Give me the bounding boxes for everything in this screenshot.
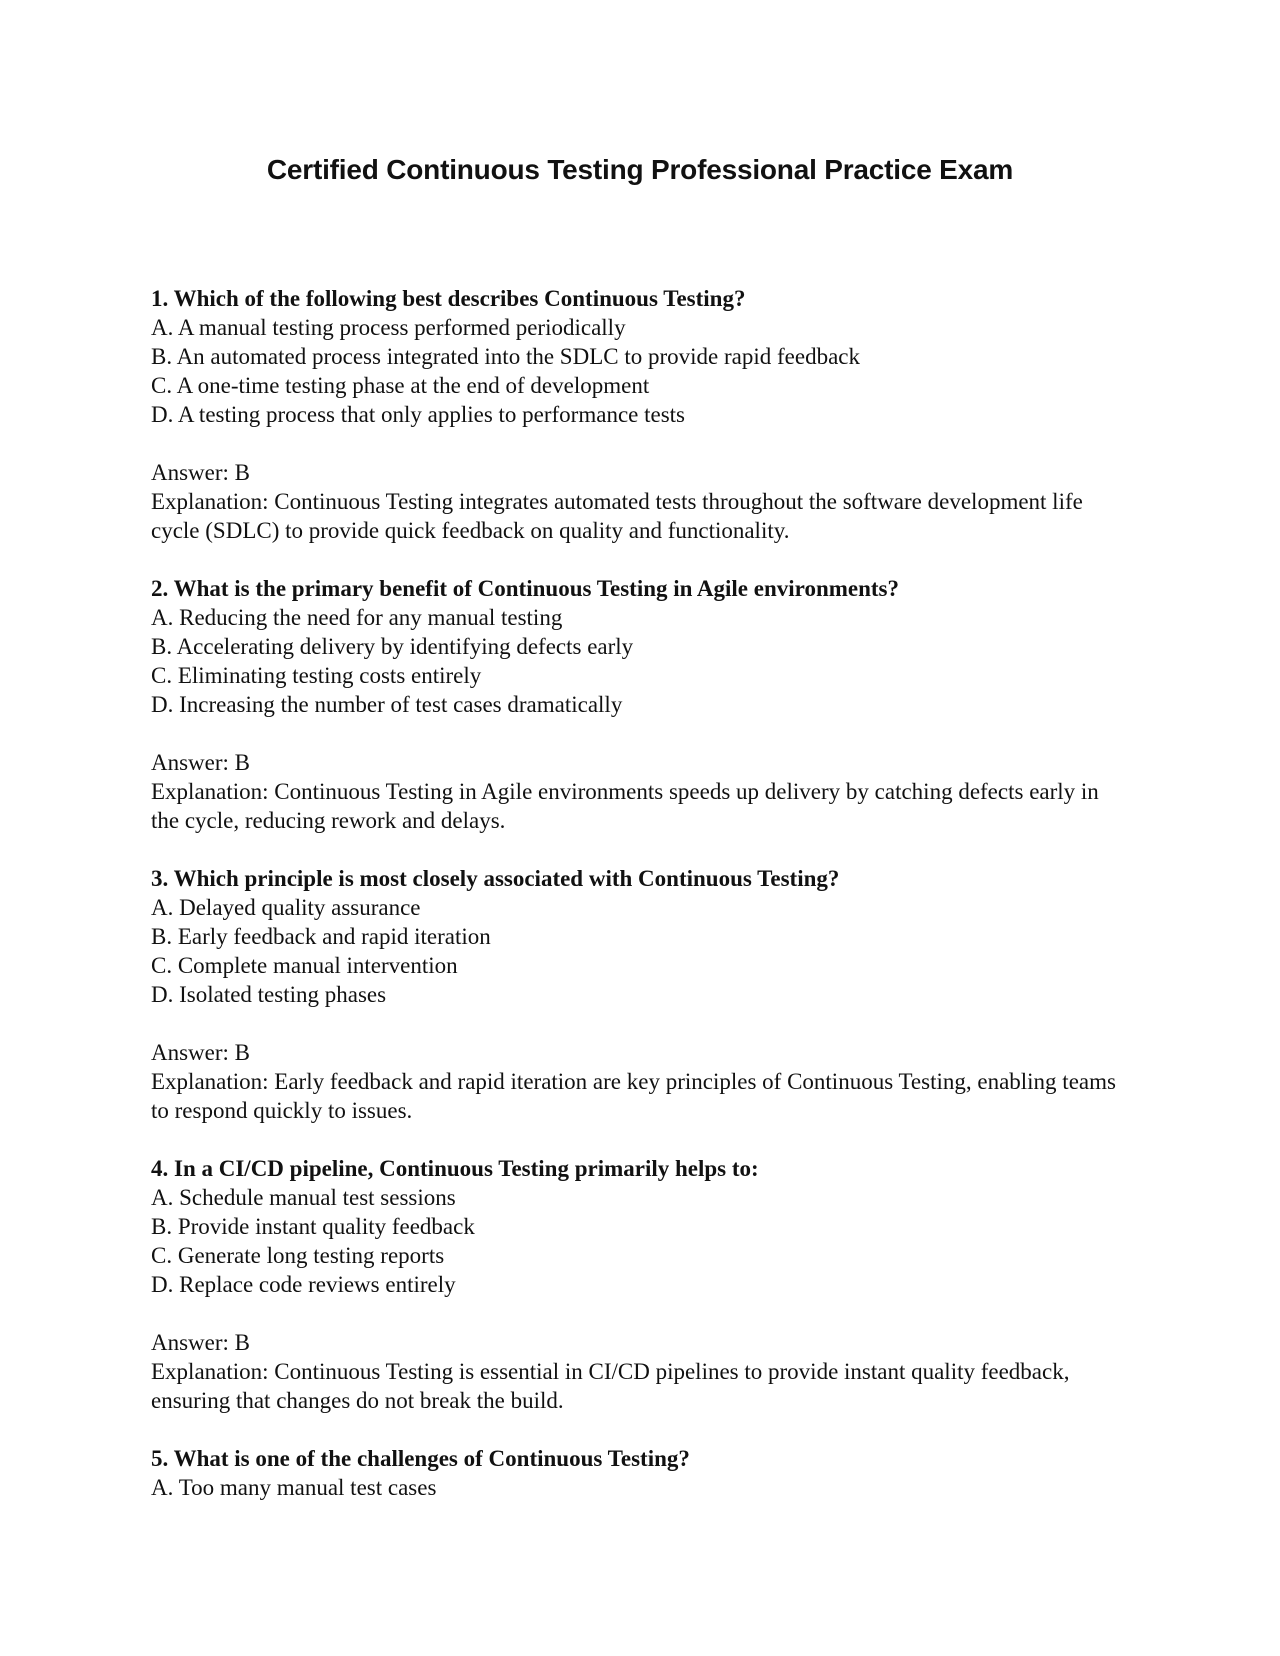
question-item bbox=[151, 1444, 1151, 1502]
answer-option: C. Eliminating testing costs entirely bbox=[151, 663, 482, 688]
question-text: 4. In a CI/CD pipeline, Continuous Testing primarily helps to: bbox=[151, 1156, 759, 1181]
page-title: Certified Continuous Testing Professional Practice Exam bbox=[266, 154, 1014, 185]
question-item bbox=[151, 864, 1151, 1125]
answer-option: D. Isolated testing phases bbox=[151, 982, 387, 1007]
question-text: 1. Which of the following best describes Continuous Testing? bbox=[151, 286, 746, 311]
answer-block bbox=[151, 748, 1151, 835]
correct-answer: Answer: B bbox=[151, 460, 251, 485]
answer-option: D. Replace code reviews entirely bbox=[151, 1272, 456, 1297]
question-item bbox=[151, 574, 1151, 835]
question-text: 3. Which principle is most closely associated with Continuous Testing? bbox=[151, 866, 840, 891]
answer-block bbox=[151, 1038, 1151, 1125]
answer-block bbox=[151, 1328, 1151, 1415]
answer-option: B. An automated process integrated into the SDLC to provide rapid feedback bbox=[151, 344, 860, 369]
answer-block bbox=[151, 458, 1151, 545]
answer-option: A. A manual testing process performed periodically bbox=[151, 315, 626, 340]
answer-option: A. Delayed quality assurance bbox=[151, 895, 421, 920]
answer-option: B. Early feedback and rapid iteration bbox=[151, 924, 491, 949]
explanation-text: Explanation: Early feedback and rapid iteration are key principles of Continuous Testing, enabling teams to respond quickly to issues. bbox=[151, 1069, 1116, 1123]
answer-option: C. A one-time testing phase at the end of development bbox=[151, 373, 650, 398]
correct-answer: Answer: B bbox=[151, 1330, 251, 1355]
explanation-text: Explanation: Continuous Testing integrates automated tests throughout the software development life cycle (SDLC) to provide quick feedback on quality and functionality. bbox=[151, 489, 1083, 543]
correct-answer: Answer: B bbox=[151, 750, 251, 775]
question-text: 2. What is the primary benefit of Continuous Testing in Agile environments? bbox=[151, 576, 900, 601]
answer-option: D. Increasing the number of test cases dramatically bbox=[151, 692, 623, 717]
answer-option: B. Accelerating delivery by identifying defects early bbox=[151, 634, 634, 659]
question-list bbox=[151, 284, 1151, 1531]
question-text: 5. What is one of the challenges of Continuous Testing? bbox=[151, 1446, 690, 1471]
explanation-text: Explanation: Continuous Testing is essential in CI/CD pipelines to provide instant quality feedback, ensuring that changes do not break the build. bbox=[151, 1359, 1070, 1413]
question-item bbox=[151, 284, 1151, 545]
answer-option: C. Generate long testing reports bbox=[151, 1243, 445, 1268]
answer-option: C. Complete manual intervention bbox=[151, 953, 458, 978]
answer-option: D. A testing process that only applies to performance tests bbox=[151, 402, 685, 427]
explanation-text: Explanation: Continuous Testing in Agile environments speeds up delivery by catching defects early in the cycle, reducing rework and delays. bbox=[151, 779, 1099, 833]
answer-option: A. Reducing the need for any manual testing bbox=[151, 605, 563, 630]
answer-option: A. Schedule manual test sessions bbox=[151, 1185, 456, 1210]
answer-option: A. Too many manual test cases bbox=[151, 1475, 437, 1500]
answer-option: B. Provide instant quality feedback bbox=[151, 1214, 475, 1239]
correct-answer: Answer: B bbox=[151, 1040, 251, 1065]
question-item bbox=[151, 1154, 1151, 1415]
